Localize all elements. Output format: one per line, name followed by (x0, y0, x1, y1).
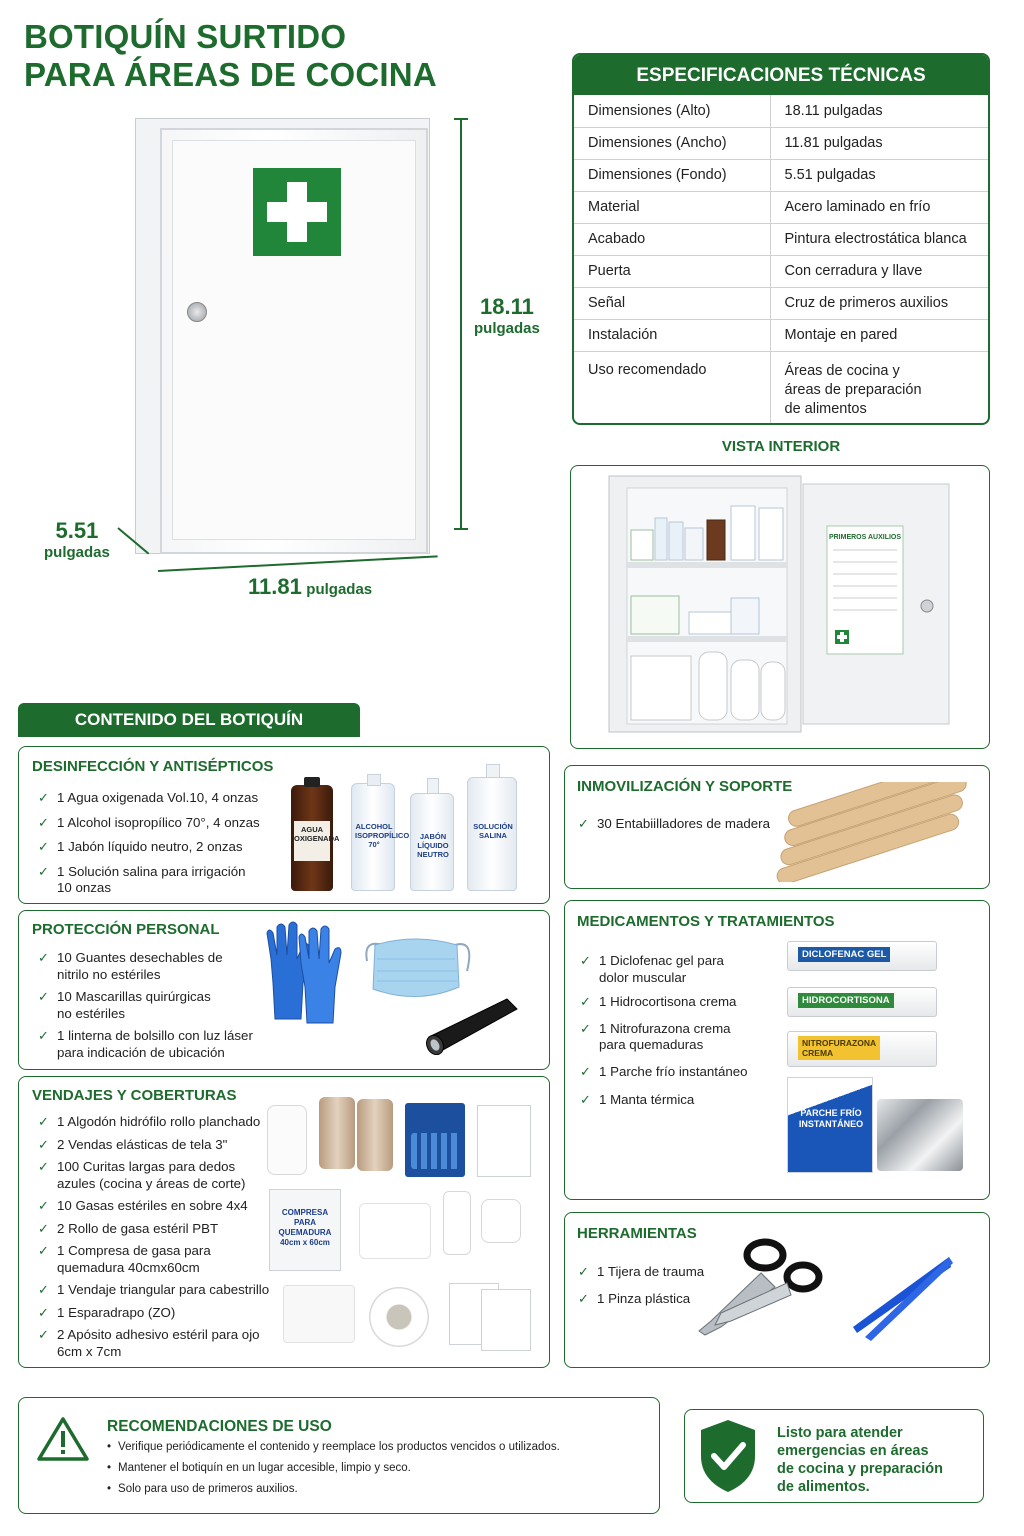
lock-icon (187, 302, 207, 322)
spec-label: Instalación (574, 319, 770, 351)
spec-value: Montaje en pared (770, 319, 988, 351)
list-item: • Mantener el botiquín en un lugar accesible, limpio y seco. (107, 1458, 647, 1479)
section-desinfeccion (18, 746, 550, 904)
recommendations-panel (18, 1397, 660, 1514)
bottle-label: SOLUCIÓN SALINA (473, 822, 513, 840)
item-list (577, 953, 777, 1109)
section-inmovilizacion (564, 765, 990, 889)
list-item: ✓ 30 Entabiilladores de madera (575, 816, 795, 833)
cotton-roll-icon (267, 1105, 307, 1175)
contents-heading: CONTENIDO DEL BOTIQUÍN (18, 703, 360, 737)
interior-cabinet-illustration (571, 466, 991, 750)
page-title (24, 18, 437, 94)
gauze-roll-icon (443, 1191, 471, 1255)
interior-view-panel (570, 465, 990, 749)
list-item: ✓ 1 linterna de bolsillo con luz láser para indicación de ubicación (35, 1028, 275, 1061)
title-line-1: BOTIQUÍN SURTIDO (24, 18, 347, 55)
elastic-bandage-icon (357, 1099, 393, 1171)
shield-check-icon (697, 1418, 759, 1494)
nitrofurazone-tube-icon (787, 1031, 937, 1067)
list-item: ✓ 1 Diclofenac gel para dolor muscular (577, 953, 777, 986)
list-item: ✓ 1 Algodón hidrófilo rollo planchado (35, 1114, 287, 1131)
spec-row (574, 255, 988, 287)
list-item: • Solo para uso de primeros auxilios. (107, 1479, 647, 1500)
tube-label: HIDROCORTISONA (798, 993, 894, 1008)
diclofenac-tube-icon (787, 941, 937, 971)
trauma-scissors-icon (691, 1233, 831, 1345)
recommendations-list (107, 1437, 647, 1500)
width-dimension-line (158, 555, 438, 572)
ready-panel (684, 1409, 984, 1503)
spec-value: Áreas de cocina y áreas de preparación de alimentos (784, 362, 922, 417)
warning-icon (37, 1416, 89, 1462)
depth-dimension (44, 518, 110, 561)
bottle-label: AGUA OXIGENADA (294, 821, 330, 861)
specs-panel (572, 53, 990, 425)
height-dimension-line (460, 118, 462, 530)
list-item: ✓ 10 Guantes desechables de nitrilo no estériles (35, 950, 275, 983)
list-item: ✓ 10 Mascarillas quirúrgicas no estériles (35, 989, 275, 1022)
item-list (35, 1114, 287, 1360)
item-list (575, 816, 795, 833)
interior-heading: VISTA INTERIOR (721, 438, 841, 455)
spec-label: Puerta (574, 255, 770, 287)
spec-label: Uso recomendado (574, 351, 770, 425)
specs-table (574, 95, 988, 425)
section-title: VENDAJES Y COBERTURAS (32, 1087, 237, 1104)
list-item: ✓ 1 Nitrofurazona crema para quemaduras (577, 1021, 777, 1054)
gloves-icon (257, 919, 345, 1029)
list-item: ✓ 1 Parche frío instantáneo (577, 1064, 777, 1081)
list-item: ✓ 100 Curitas largas para dedos azules (cocina y áreas de corte) (35, 1159, 287, 1192)
spec-label: Dimensiones (Fondo) (574, 159, 770, 191)
list-item: • Verifique periódicamente el contenido y reemplace los productos vencidos o utilizados. (107, 1437, 647, 1458)
spec-row (574, 351, 988, 425)
spec-value: Acero laminado en frío (770, 191, 988, 223)
list-item: ✓ 1 Esparadrapo (ZO) (35, 1305, 287, 1322)
band-aid-box-icon (405, 1103, 465, 1177)
list-item: ✓ 2 Rollo de gasa estéril PBT (35, 1221, 287, 1238)
depth-unit: pulgadas (44, 544, 110, 561)
depth-value: 5.51 (55, 518, 99, 543)
door-sign-text: PRIMEROS AUXILIOS (828, 534, 902, 541)
gauze-packet-icon (477, 1105, 531, 1177)
spec-label: Dimensiones (Alto) (574, 95, 770, 127)
ready-text: Listo para atender emergencias en áreas de cocina y preparación de alimentos. (777, 1425, 944, 1495)
cold-pack-icon (787, 1077, 873, 1173)
burn-compress-icon: COMPRESA PARA QUEMADURA 40cm x 60cm (269, 1189, 341, 1271)
list-item: ✓ 1 Hidrocortisona crema (577, 994, 777, 1011)
spec-value: Cruz de primeros auxilios (770, 287, 988, 319)
thermal-blanket-icon (877, 1099, 963, 1171)
section-title: MEDICAMENTOS Y TRATAMIENTOS (577, 913, 835, 930)
height-unit: pulgadas (474, 320, 540, 337)
peroxide-bottle-icon (291, 785, 340, 891)
list-item: ✓ 1 Jabón líquido neutro, 2 onzas (35, 839, 285, 856)
section-medicamentos (564, 900, 990, 1200)
spec-value: Con cerradura y llave (770, 255, 988, 287)
width-unit: pulgadas (306, 581, 373, 598)
list-item: ✓ 2 Apósito adhesivo estéril para ojo 6cm x 7cm (35, 1327, 287, 1360)
cold-pack-label: PARCHE FRÍO INSTANTÁNEO (798, 1108, 864, 1129)
first-aid-cross-icon (253, 168, 341, 256)
list-item: ✓ 10 Gasas estériles en sobre 4x4 (35, 1198, 287, 1215)
adhesive-tape-icon (369, 1287, 429, 1347)
saline-bottle-icon (467, 777, 517, 891)
height-value: 18.11 (480, 294, 534, 319)
tube-label: NITROFURAZONA CREMA (798, 1036, 880, 1060)
spec-label: Señal (574, 287, 770, 319)
section-herramientas (564, 1212, 990, 1368)
wooden-splints-icon (765, 782, 975, 882)
elastic-bandage-icon (319, 1097, 355, 1169)
list-item: ✓ 1 Pinza plástica (575, 1291, 775, 1308)
bottle-label: ALCOHOL ISOPROPÍLICO 70° (355, 822, 410, 849)
hydrocortisone-tube-icon (787, 987, 937, 1017)
spec-value: 5.51 pulgadas (770, 159, 988, 191)
section-title: HERRAMIENTAS (577, 1225, 697, 1242)
recommendations-title: RECOMENDACIONES DE USO (107, 1418, 332, 1435)
gauze-roll-icon (481, 1199, 521, 1243)
spec-row (574, 319, 988, 351)
spec-label: Material (574, 191, 770, 223)
spec-row (574, 159, 988, 191)
specs-heading: ESPECIFICACIONES TÉCNICAS (574, 55, 988, 95)
triangular-bandage-icon (359, 1203, 431, 1259)
spec-row (574, 191, 988, 223)
section-title: DESINFECCIÓN Y ANTISÉPTICOS (32, 758, 274, 775)
list-item: ✓ 1 Agua oxigenada Vol.10, 4 onzas (35, 790, 285, 807)
height-dimension (474, 294, 540, 337)
spec-label: Dimensiones (Ancho) (574, 127, 770, 159)
width-value: 11.81 (248, 574, 302, 599)
eye-patch-packet-icon (481, 1289, 531, 1351)
plastic-tweezers-icon (845, 1251, 955, 1341)
spec-value: Pintura electrostática blanca (770, 223, 988, 255)
list-item: ✓ 1 Vendaje triangular para cabestrillo (35, 1282, 287, 1299)
item-list (35, 950, 275, 1061)
section-title: PROTECCIÓN PERSONAL (32, 921, 220, 938)
spec-label: Acabado (574, 223, 770, 255)
list-item: ✓ 1 Manta térmica (577, 1092, 777, 1109)
spec-value: 18.11 pulgadas (770, 95, 988, 127)
width-dimension (248, 574, 372, 600)
list-item: ✓ 1 Tijera de trauma (575, 1264, 775, 1281)
item-list (35, 790, 285, 897)
list-item: ✓ 2 Vendas elásticas de tela 3" (35, 1137, 287, 1154)
list-item: ✓ 1 Solución salina para irrigación 10 onzas (35, 864, 285, 897)
tube-label: DICLOFENAC GEL (798, 947, 890, 962)
bottle-label: JABÓN LÍQUIDO NEUTRO (417, 832, 449, 859)
spec-row (574, 95, 988, 127)
list-item: ✓ 1 Compresa de gasa para quemadura 40cmx60cm (35, 1243, 287, 1276)
spec-value: 11.81 pulgadas (770, 127, 988, 159)
flashlight-icon (419, 993, 529, 1055)
spec-row (574, 287, 988, 319)
spec-row (574, 127, 988, 159)
section-proteccion (18, 910, 550, 1070)
title-line-2: PARA ÁREAS DE COCINA (24, 56, 437, 93)
spec-row (574, 223, 988, 255)
section-vendajes (18, 1076, 550, 1368)
sterile-dressing-icon (283, 1285, 355, 1343)
alcohol-bottle-icon (351, 783, 410, 891)
section-title: INMOVILIZACIÓN Y SOPORTE (577, 778, 793, 795)
soap-bottle-icon (410, 793, 454, 891)
list-item: ✓ 1 Alcohol isopropílico 70°, 4 onzas (35, 815, 285, 832)
